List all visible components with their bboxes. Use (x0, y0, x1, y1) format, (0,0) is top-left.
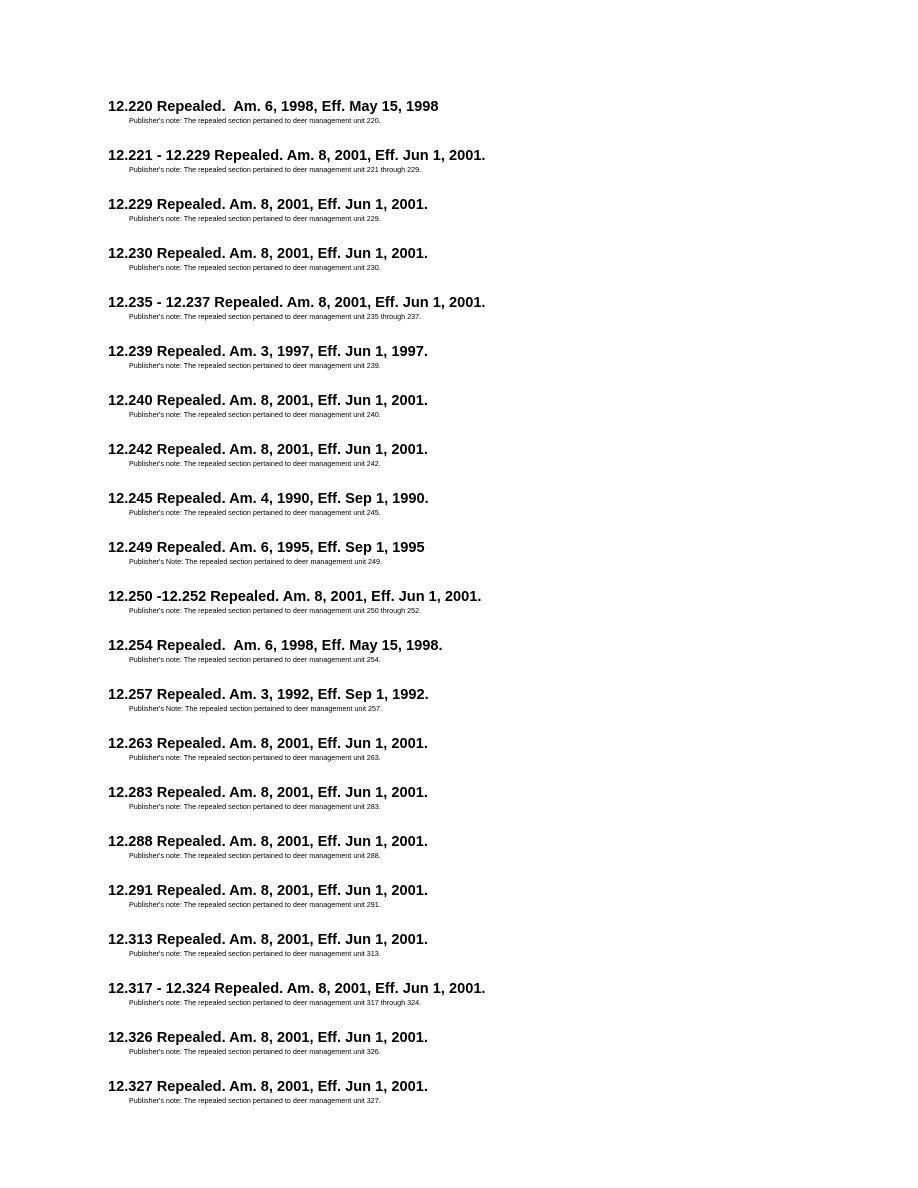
publisher-note: Publisher's note: The repealed section pertained to deer management unit 221 through 229. (129, 165, 422, 174)
section-entry (108, 785, 888, 834)
section-heading: 12.240 Repealed. Am. 8, 2001, Eff. Jun 1, 2001. (108, 393, 428, 409)
publisher-note: Publisher's note: The repealed section pertained to deer management unit 245. (129, 508, 381, 517)
publisher-note: Publisher's note: The repealed section pertained to deer management unit 283. (129, 802, 381, 811)
section-entry (108, 981, 888, 1030)
section-entry (108, 736, 888, 785)
publisher-note: Publisher's Note: The repealed section pertained to deer management unit 257. (129, 704, 382, 713)
publisher-note: Publisher's note: The repealed section pertained to deer management unit 250 through 252. (129, 606, 422, 615)
publisher-note: Publisher's note: The repealed section pertained to deer management unit 327. (129, 1096, 381, 1105)
section-heading: 12.283 Repealed. Am. 8, 2001, Eff. Jun 1, 2001. (108, 785, 428, 801)
section-entry (108, 393, 888, 442)
section-heading: 12.326 Repealed. Am. 8, 2001, Eff. Jun 1, 2001. (108, 1030, 428, 1046)
publisher-note: Publisher's note: The repealed section pertained to deer management unit 263. (129, 753, 381, 762)
publisher-note: Publisher's note: The repealed section pertained to deer management unit 235 through 237. (129, 312, 422, 321)
publisher-note: Publisher's note: The repealed section pertained to deer management unit 240. (129, 410, 381, 419)
section-heading: 12.291 Repealed. Am. 8, 2001, Eff. Jun 1, 2001. (108, 883, 428, 899)
section-heading: 12.313 Repealed. Am. 8, 2001, Eff. Jun 1, 2001. (108, 932, 428, 948)
section-heading: 12.239 Repealed. Am. 3, 1997, Eff. Jun 1, 1997. (108, 344, 428, 360)
section-heading: 12.220 Repealed. Am. 6, 1998, Eff. May 15, 1998 (108, 99, 439, 115)
publisher-note: Publisher's note: The repealed section pertained to deer management unit 229. (129, 214, 381, 223)
publisher-note: Publisher's note: The repealed section pertained to deer management unit 326. (129, 1047, 381, 1056)
section-heading: 12.327 Repealed. Am. 8, 2001, Eff. Jun 1, 2001. (108, 1079, 428, 1095)
publisher-note: Publisher's note: The repealed section pertained to deer management unit 291. (129, 900, 381, 909)
publisher-note: Publisher's note: The repealed section pertained to deer management unit 254. (129, 655, 381, 664)
section-heading: 12.263 Repealed. Am. 8, 2001, Eff. Jun 1, 2001. (108, 736, 428, 752)
publisher-note: Publisher's note: The repealed section pertained to deer management unit 239. (129, 361, 381, 370)
publisher-note: Publisher's note: The repealed section pertained to deer management unit 242. (129, 459, 381, 468)
section-heading: 12.257 Repealed. Am. 3, 1992, Eff. Sep 1, 1992. (108, 687, 429, 703)
section-heading: 12.242 Repealed. Am. 8, 2001, Eff. Jun 1, 2001. (108, 442, 428, 458)
section-heading: 12.235 - 12.237 Repealed. Am. 8, 2001, Eff. Jun 1, 2001. (108, 295, 486, 311)
section-entry (108, 99, 888, 148)
section-entry (108, 344, 888, 393)
section-entry (108, 197, 888, 246)
section-entry (108, 491, 888, 540)
repealed-sections-list (108, 99, 888, 1128)
section-heading: 12.230 Repealed. Am. 8, 2001, Eff. Jun 1, 2001. (108, 246, 428, 262)
publisher-note: Publisher's note: The repealed section pertained to deer management unit 230. (129, 263, 381, 272)
publisher-note: Publisher's note: The repealed section pertained to deer management unit 220. (129, 116, 381, 125)
section-heading: 12.249 Repealed. Am. 6, 1995, Eff. Sep 1, 1995 (108, 540, 425, 556)
section-entry (108, 295, 888, 344)
section-entry (108, 246, 888, 295)
section-entry (108, 148, 888, 197)
section-entry (108, 638, 888, 687)
section-heading: 12.250 -12.252 Repealed. Am. 8, 2001, Eff. Jun 1, 2001. (108, 589, 482, 605)
section-entry (108, 540, 888, 589)
section-heading: 12.221 - 12.229 Repealed. Am. 8, 2001, Eff. Jun 1, 2001. (108, 148, 486, 164)
publisher-note: Publisher's note: The repealed section pertained to deer management unit 317 through 324. (129, 998, 422, 1007)
section-heading: 12.288 Repealed. Am. 8, 2001, Eff. Jun 1, 2001. (108, 834, 428, 850)
publisher-note: Publisher's Note: The repealed section pertained to deer management unit 249. (129, 557, 382, 566)
section-entry (108, 1079, 888, 1128)
section-heading: 12.254 Repealed. Am. 6, 1998, Eff. May 15, 1998. (108, 638, 443, 654)
section-heading: 12.229 Repealed. Am. 8, 2001, Eff. Jun 1, 2001. (108, 197, 428, 213)
section-entry (108, 589, 888, 638)
section-heading: 12.245 Repealed. Am. 4, 1990, Eff. Sep 1, 1990. (108, 491, 429, 507)
publisher-note: Publisher's note: The repealed section pertained to deer management unit 288. (129, 851, 381, 860)
section-entry (108, 1030, 888, 1079)
section-entry (108, 687, 888, 736)
section-entry (108, 834, 888, 883)
section-entry (108, 932, 888, 981)
section-heading: 12.317 - 12.324 Repealed. Am. 8, 2001, Eff. Jun 1, 2001. (108, 981, 486, 997)
section-entry (108, 442, 888, 491)
section-entry (108, 883, 888, 932)
publisher-note: Publisher's note: The repealed section pertained to deer management unit 313. (129, 949, 381, 958)
